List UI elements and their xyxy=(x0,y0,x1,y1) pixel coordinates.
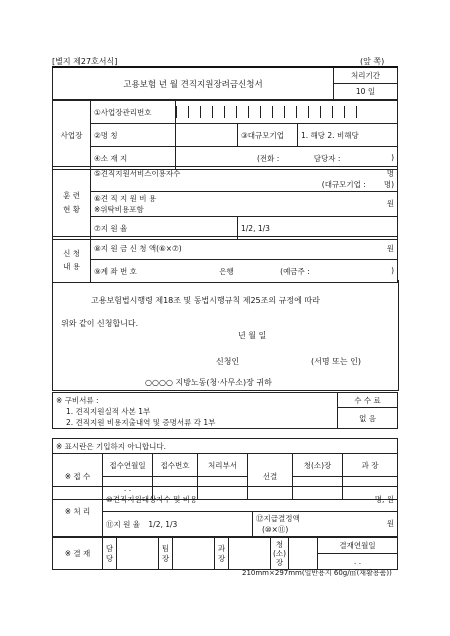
service-users-row[interactable] xyxy=(91,167,398,192)
holder-close-paren: ) xyxy=(391,265,394,275)
large-co-label: ③대규모기업 xyxy=(238,124,298,147)
processing-value: 10 일 xyxy=(334,84,398,100)
statement-line-2: 위와 같이 신청합니다. xyxy=(61,319,139,328)
receipt-date-field[interactable]: . . xyxy=(103,477,153,500)
fee-label: 수 수 료 xyxy=(338,393,398,408)
service-users-label: ⑤견직지원서비스이용자수 xyxy=(94,169,181,178)
name-label: ②명 칭 xyxy=(91,124,176,147)
statement-date[interactable]: 년 월 일 xyxy=(238,331,267,340)
application-section-label: 신 청 내 용 xyxy=(53,237,91,283)
target-label: ⑩견직지원대상자수 및 비용 xyxy=(106,494,198,504)
dept-header: 처리부서 xyxy=(198,454,248,477)
cost-sub-label: ※위탁비용포함 xyxy=(94,205,144,214)
large-co-count-label: (대규모기업 : xyxy=(321,180,366,189)
phone-label: (전화 : xyxy=(257,153,280,163)
approval-chief-sign[interactable] xyxy=(289,538,318,570)
amount-row[interactable] xyxy=(91,237,398,260)
reg-no-boxes[interactable] xyxy=(176,101,398,124)
applicant-label: 신청인 xyxy=(216,357,240,366)
page-side: (앞 쪽) xyxy=(360,57,385,66)
manager-label: 담당자 : xyxy=(313,153,341,163)
receipt-no-header: 접수번호 xyxy=(153,454,198,477)
large-co-count-unit: 명) xyxy=(383,180,394,189)
approval-staff-label: 담당 xyxy=(103,538,117,570)
signature-label[interactable]: (서명 또는 인) xyxy=(311,357,361,366)
business-section-label: 사업장 xyxy=(53,101,91,170)
chief-header: 청(소)장 xyxy=(293,454,343,477)
recipient: ○○○○ 지방노동(청·사무소)장 귀하 xyxy=(145,378,272,387)
process-rate-row[interactable] xyxy=(103,512,253,537)
process-rate-values: 1/2, 1/3 xyxy=(148,519,178,529)
cost-row[interactable] xyxy=(91,192,398,217)
rate-values[interactable]: 1/2, 1/3 xyxy=(238,217,398,240)
bank-label: 은행 xyxy=(219,266,234,276)
approval-date-header: 결재연월일 xyxy=(318,538,398,554)
approval-staff-sign[interactable] xyxy=(117,538,159,570)
processing-label: 처리기간 xyxy=(334,67,398,84)
holder-label: (예금주 : xyxy=(280,266,310,276)
process-label: ※ 처 리 xyxy=(53,487,103,537)
paid-label: ⑫지급결정액 xyxy=(256,514,300,523)
fee-value: 없 음 xyxy=(338,408,398,429)
form-title: 고용보험 년 월 견직지원장려금신청서 xyxy=(53,67,334,100)
large-co-options[interactable]: 1. 해당 2. 비해당 xyxy=(298,124,398,147)
target-unit: 명, 원 xyxy=(374,494,395,504)
amount-unit: 원 xyxy=(386,243,394,253)
documents-title: ※ 구비서류 : xyxy=(56,396,99,405)
paid-row[interactable] xyxy=(253,512,398,537)
decision-label: 선결 xyxy=(248,454,293,500)
approval-date-field[interactable]: . . xyxy=(318,554,398,570)
form-number: [별지 제27호서식] xyxy=(52,57,118,66)
office-use-note: ※ 표시란은 기입하지 아니합니다. xyxy=(53,439,398,454)
approval-section-sign[interactable] xyxy=(229,538,271,570)
approval-team-label: 팀장 xyxy=(159,538,173,570)
amount-label: ⑧지 원 금 신 청 액(⑥×⑦) xyxy=(94,243,182,253)
documents-cell xyxy=(53,393,338,429)
paid-sub-label: (⑩×⑪) xyxy=(262,525,289,534)
process-rate-label: ⑪지 원 율 xyxy=(106,519,141,529)
receipt-date-header: 접수연월일 xyxy=(103,454,153,477)
approval-section-label: 과장 xyxy=(215,538,229,570)
approval-label: ※ 결 재 xyxy=(53,538,103,570)
name-field[interactable] xyxy=(176,124,238,147)
training-section-label: 훈 련 현 황 xyxy=(53,167,91,240)
document-item-2: 2. 견직지원 비용지출내역 및 증명서류 각 1부 xyxy=(66,418,216,427)
approval-team-sign[interactable] xyxy=(173,538,215,570)
cost-label: ⑥견 직 지 원 비 용 xyxy=(94,194,157,203)
receipt-label: ※ 접 수 xyxy=(53,454,103,500)
section-chief-header: 과 장 xyxy=(343,454,398,477)
reg-no-label: ①사업장관리번호 xyxy=(91,101,176,124)
rate-label: ⑦지 원 율 xyxy=(91,217,238,240)
document-item-1: 1. 견직지원실적 사본 1부 xyxy=(66,407,151,416)
statement-line-1: 고용보험법시행령 제18조 및 동법시행규칙 제25조의 규정에 따라 xyxy=(91,296,320,305)
cost-unit: 원 xyxy=(386,199,394,208)
account-label: ⑨계 좌 번 호 xyxy=(94,266,137,276)
address-close-paren: ) xyxy=(391,152,395,162)
service-users-unit: 명 xyxy=(386,169,394,178)
paid-unit: 원 xyxy=(386,519,395,528)
target-row[interactable] xyxy=(103,487,398,512)
approval-chief-label: 청(소)장 xyxy=(271,538,289,570)
address-label: ④소 재 지 xyxy=(91,147,176,170)
footer-spec: 210mm×297mm(일반용지 60g/㎡(재활용품)) xyxy=(242,569,392,577)
statement-block xyxy=(52,280,399,391)
